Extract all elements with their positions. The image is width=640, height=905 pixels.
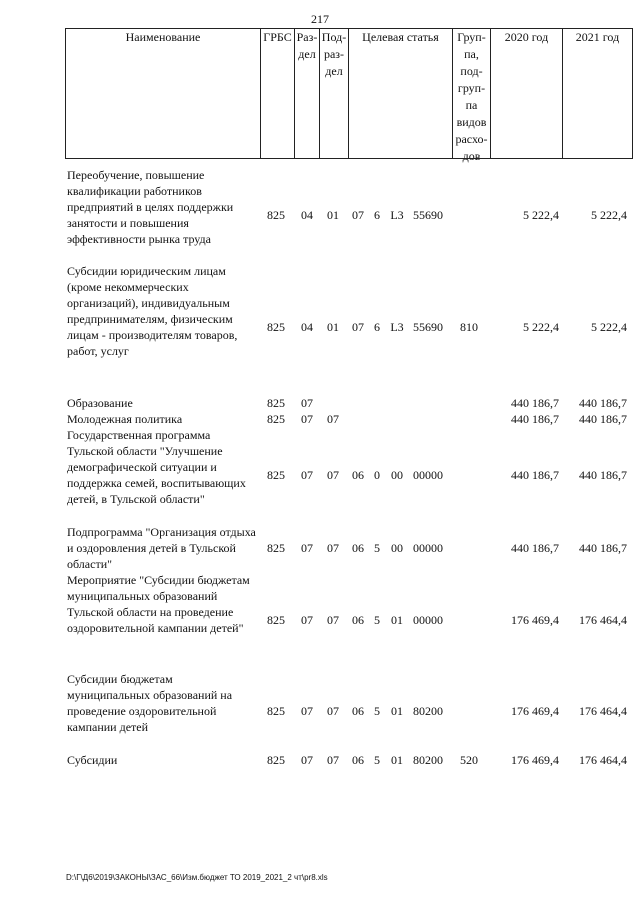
cell-podrazdel: 07	[327, 468, 339, 482]
cell-grbs: 825	[267, 320, 285, 334]
cell-target-program: 06	[352, 753, 364, 767]
cell-target-main: 01	[391, 613, 403, 627]
cell-target-subprogram: 0	[374, 468, 380, 482]
cell-razdel: 04	[301, 208, 313, 222]
cell-target-direction: 80200	[413, 704, 443, 718]
cell-razdel: 07	[301, 541, 313, 555]
cell-target-main: 00	[391, 468, 403, 482]
cell-target-program: 07	[352, 320, 364, 334]
cell-razdel: 07	[301, 396, 313, 410]
cell-grbs: 825	[267, 412, 285, 426]
cell-target-direction: 55690	[413, 320, 443, 334]
row-name: Мероприятие "Субсидии бюджетам муниципальных образований Тульской области на проведение оздоровительной кампании детей"	[67, 573, 250, 635]
cell-razdel: 07	[301, 613, 313, 627]
header-razdel: Раз- дел	[294, 28, 319, 158]
cell-podrazdel: 07	[327, 412, 339, 426]
row-name: Субсидии	[67, 753, 118, 767]
cell-target-program: 06	[352, 704, 364, 718]
row-name: Молодежная политика	[67, 412, 183, 426]
cell-podrazdel: 01	[327, 320, 339, 334]
header-target-article: Целевая статья	[348, 28, 452, 158]
cell-2021: 440 186,7	[579, 396, 627, 410]
cell-razdel: 07	[301, 412, 313, 426]
header-2021: 2021 год	[562, 28, 633, 158]
cell-razdel: 07	[301, 704, 313, 718]
cell-2020: 176 469,4	[511, 613, 559, 627]
table-row	[0, 524, 640, 572]
cell-expense-type: 520	[460, 753, 478, 767]
cell-podrazdel: 07	[327, 541, 339, 555]
cell-target-subprogram: 5	[374, 613, 380, 627]
cell-podrazdel: 07	[327, 704, 339, 718]
cell-grbs: 825	[267, 541, 285, 555]
header-podrazdel: Под- раз- дел	[319, 28, 348, 158]
cell-target-main: 01	[391, 753, 403, 767]
header-grbs: ГРБС	[260, 28, 294, 158]
cell-grbs: 825	[267, 753, 285, 767]
table-row	[0, 263, 640, 359]
cell-2021: 176 464,4	[579, 704, 627, 718]
cell-razdel: 07	[301, 753, 313, 767]
cell-target-program: 06	[352, 468, 364, 482]
cell-target-subprogram: 5	[374, 753, 380, 767]
cell-target-program: 07	[352, 208, 364, 222]
header-expense-group: Груп- па, под- груп- па видов расхо- дов	[452, 28, 490, 158]
cell-2020: 176 469,4	[511, 704, 559, 718]
cell-target-subprogram: 6	[374, 320, 380, 334]
cell-grbs: 825	[267, 704, 285, 718]
cell-target-direction: 80200	[413, 753, 443, 767]
cell-2021: 440 186,7	[579, 541, 627, 555]
cell-podrazdel: 01	[327, 208, 339, 222]
cell-podrazdel: 07	[327, 753, 339, 767]
table-row	[0, 167, 640, 247]
cell-2021: 440 186,7	[579, 412, 627, 426]
cell-target-main: L3	[390, 208, 404, 222]
cell-target-subprogram: 5	[374, 704, 380, 718]
cell-2020: 5 222,4	[523, 208, 559, 222]
cell-2020: 5 222,4	[523, 320, 559, 334]
table-row	[0, 427, 640, 523]
cell-expense-type: 810	[460, 320, 478, 334]
row-name: Субсидии бюджетам муниципальных образований на проведение оздоровительной кампании детей	[67, 672, 233, 734]
cell-2021: 5 222,4	[591, 208, 627, 222]
table-row	[0, 395, 640, 411]
cell-target-subprogram: 6	[374, 208, 380, 222]
cell-grbs: 825	[267, 396, 285, 410]
cell-grbs: 825	[267, 613, 285, 627]
table-header	[65, 28, 633, 163]
cell-target-direction: 00000	[413, 613, 443, 627]
cell-target-direction: 55690	[413, 208, 443, 222]
cell-grbs: 825	[267, 468, 285, 482]
table-row	[0, 671, 640, 751]
table-row	[0, 411, 640, 427]
cell-razdel: 04	[301, 320, 313, 334]
table-row	[0, 752, 640, 768]
cell-target-subprogram: 5	[374, 541, 380, 555]
cell-razdel: 07	[301, 468, 313, 482]
row-name: Переобучение, повышение квалификации работников предприятий в целях поддержки занятости и повышения эффективности рынка труда	[67, 168, 234, 246]
row-name: Образование	[67, 396, 133, 410]
cell-target-direction: 00000	[413, 468, 443, 482]
header-2020: 2020 год	[490, 28, 562, 158]
cell-2020: 440 186,7	[511, 396, 559, 410]
cell-target-direction: 00000	[413, 541, 443, 555]
cell-target-main: 01	[391, 704, 403, 718]
cell-2020: 440 186,7	[511, 412, 559, 426]
cell-2021: 176 464,4	[579, 613, 627, 627]
cell-2020: 440 186,7	[511, 468, 559, 482]
file-path-footer: D:\Г\Д6\2019\ЗАКОНЫ\ЗАС_66\Изм.бюджет ТО 2019_2021_2 чт\pr8.xls	[66, 873, 328, 882]
cell-target-program: 06	[352, 541, 364, 555]
cell-target-program: 06	[352, 613, 364, 627]
table-row	[0, 572, 640, 668]
cell-podrazdel: 07	[327, 613, 339, 627]
cell-2021: 440 186,7	[579, 468, 627, 482]
row-name: Субсидии юридическим лицам (кроме некоммерческих организаций), индивидуальным предпринимателям, физическим лицам - производителям товаров, работ, услуг	[67, 264, 238, 358]
cell-2020: 440 186,7	[511, 541, 559, 555]
cell-target-main: 00	[391, 541, 403, 555]
cell-grbs: 825	[267, 208, 285, 222]
row-name: Государственная программа Тульской области "Улучшение демографической ситуации и поддержка семей, воспитывающих детей, в Тульской области"	[67, 428, 246, 506]
header-name: Наименование	[65, 28, 260, 158]
row-name: Подпрограмма "Организация отдыха и оздоровления детей в Тульской области"	[67, 525, 256, 571]
cell-2020: 176 469,4	[511, 753, 559, 767]
cell-target-main: L3	[390, 320, 404, 334]
page-number: 217	[311, 12, 329, 26]
cell-2021: 5 222,4	[591, 320, 627, 334]
cell-2021: 176 464,4	[579, 753, 627, 767]
